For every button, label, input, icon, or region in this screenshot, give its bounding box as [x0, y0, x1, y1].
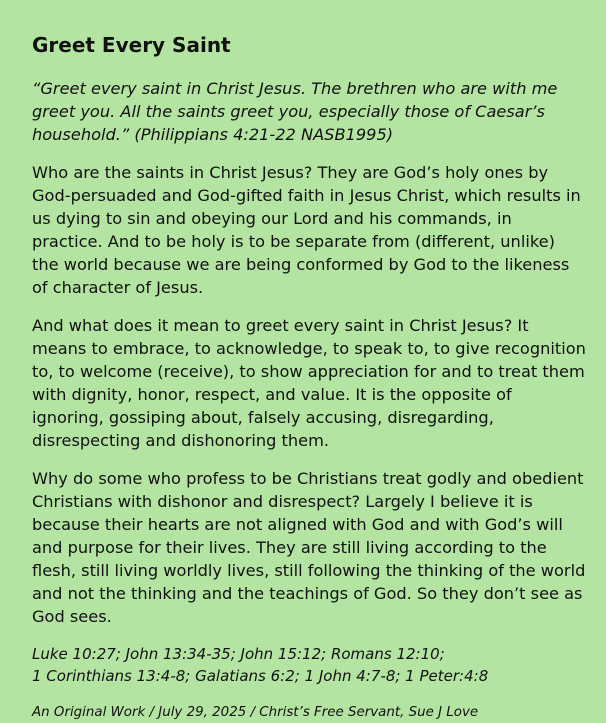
- paragraph-2: And what does it mean to greet every saint in Christ Jesus? It means to embrace, to acknowledge, to speak to, to give recognition to, to welcome (receive), to show appreciation for and to treat them with dignity, honor, respect, and value. It is the opposite of ignoring, gossiping about, falsely accusing, disregarding, disrespecting and dishonoring them.: [32, 316, 586, 450]
- paragraph-3: Why do some who profess to be Christians treat godly and obedient Christians with dishonor and disrespect? Largely I believe it is because their hearts are not aligned with God and with God’s will and purpose for their lives. They are still living according to the flesh, still living worldly lives, still following the thinking of the world and not the thinking and the teachings of God. So they don’t see as God sees.: [32, 469, 586, 626]
- article-title: Greet Every Saint: [32, 33, 231, 57]
- author-signature: An Original Work / July 29, 2025 / Christ’s Free Servant, Sue J Love: [32, 705, 479, 720]
- paragraph-1: Who are the saints in Christ Jesus? They are God’s holy ones by God-persuaded and God-gifted faith in Jesus Christ, which results in us dying to sin and obeying our Lord and his commands, in practice. And to be holy is to be separate from (different, unlike) the world because we are being conformed by God to the likeness of character of Jesus.: [32, 163, 581, 297]
- references-line-1: Luke 10:27; John 13:34-35; John 15:12; Romans 12:10;: [32, 645, 445, 663]
- scripture-quote: “Greet every saint in Christ Jesus. The brethren who are with me greet you. All the saints greet you, especially those of Caesar’s household.” (Philippians 4:21-22 NASB1995): [32, 79, 558, 144]
- scripture-references: [32, 643, 586, 687]
- references-line-2: 1 Corinthians 13:4-8; Galatians 6:2; 1 John 4:7-8; 1 Peter:4:8: [32, 667, 489, 685]
